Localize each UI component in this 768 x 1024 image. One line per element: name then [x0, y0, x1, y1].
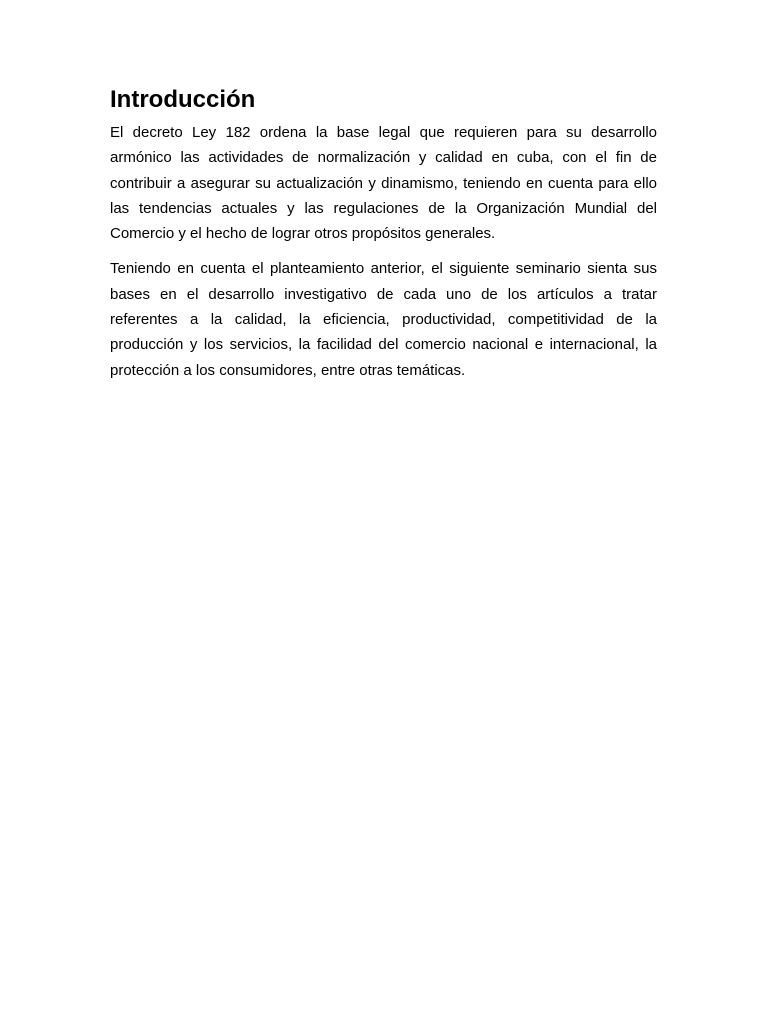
document-page — [110, 84, 657, 393]
paragraph-1: El decreto Ley 182 ordena la base legal que requieren para su desarrollo armónico las actividades de normalización y calidad en cuba, con el fin de contribuir a asegurar su actualización y dinamismo, teniendo en cuenta para ello las tendencias actuales y las regulaciones de la Organización Mundial del Comercio y el hecho de lograr otros propósitos generales. — [110, 124, 657, 243]
page-title: Introducción — [110, 86, 256, 113]
paragraph-2: Teniendo en cuenta el planteamiento anterior, el siguiente seminario sienta sus bases en el desarrollo investigativo de cada uno de los artículos a tratar referentes a la calidad, la eficiencia, productividad, competitividad de la producción y los servicios, la facilidad del comercio nacional e internacional, la protección a los consumidores, entre otras temáticas. — [110, 260, 657, 379]
